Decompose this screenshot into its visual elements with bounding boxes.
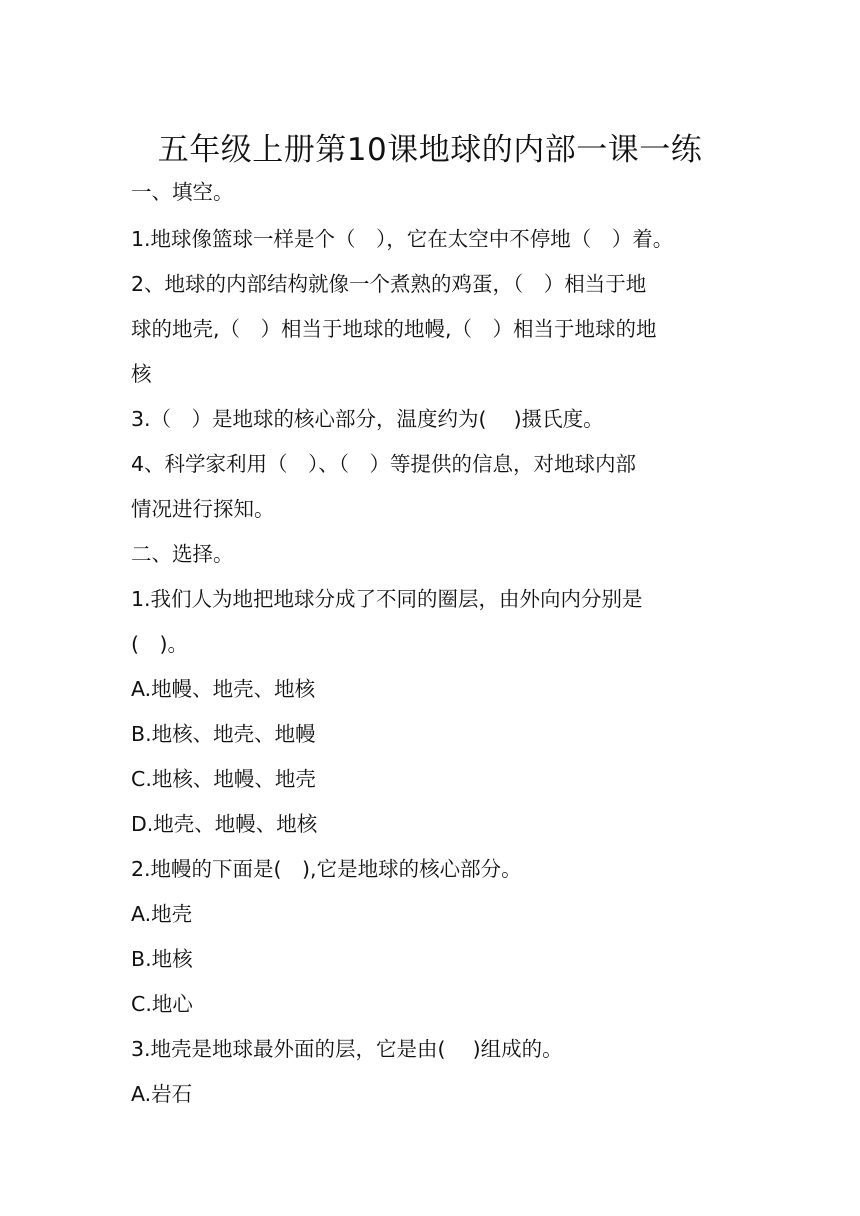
choice-3-option-a: A.岩石 bbox=[131, 1082, 193, 1106]
section-heading-fill-blank: 一、填空。 bbox=[131, 180, 234, 204]
question-fill-4-line-2: 情况进行探知。 bbox=[131, 497, 275, 521]
question-fill-4-line-1: 4、科学家利用（ ）、（ ）等提供的信息，对地球内部 bbox=[131, 452, 637, 476]
section-heading-choice: 二、选择。 bbox=[131, 542, 234, 566]
question-choice-2: 2.地幔的下面是( ),它是地球的核心部分。 bbox=[131, 857, 522, 881]
choice-1-option-d: D.地壳、地幔、地核 bbox=[131, 812, 318, 836]
choice-1-option-b: B.地核、地壳、地幔 bbox=[131, 722, 316, 746]
document-title: 五年级上册第10课地球的内部一课一练 bbox=[157, 132, 703, 168]
choice-2-option-b: B.地核 bbox=[131, 947, 193, 971]
question-fill-2-line-2: 球的地壳,（ ）相当于地球的地幔,（ ）相当于地球的地 bbox=[131, 317, 657, 341]
question-fill-1: 1.地球像篮球一样是个（ ），它在太空中不停地（ ）着。 bbox=[131, 227, 674, 251]
question-fill-2-line-3: 核 bbox=[131, 362, 152, 386]
choice-2-option-a: A.地壳 bbox=[131, 902, 193, 926]
question-choice-1-line-2: ( )。 bbox=[131, 632, 188, 656]
choice-1-option-c: C.地核、地幔、地壳 bbox=[131, 767, 316, 791]
choice-2-option-c: C.地心 bbox=[131, 992, 193, 1016]
question-choice-1-line-1: 1.我们人为地把地球分成了不同的圈层，由外向内分别是 bbox=[131, 587, 643, 611]
question-fill-3: 3.（ ）是地球的核心部分，温度约为( )摄氏度。 bbox=[131, 407, 604, 431]
question-fill-2-line-1: 2、地球的内部结构就像一个煮熟的鸡蛋，（ ）相当于地 bbox=[131, 272, 647, 296]
choice-1-option-a: A.地幔、地壳、地核 bbox=[131, 677, 316, 701]
question-choice-3: 3.地壳是地球最外面的层，它是由( )组成的。 bbox=[131, 1037, 563, 1061]
